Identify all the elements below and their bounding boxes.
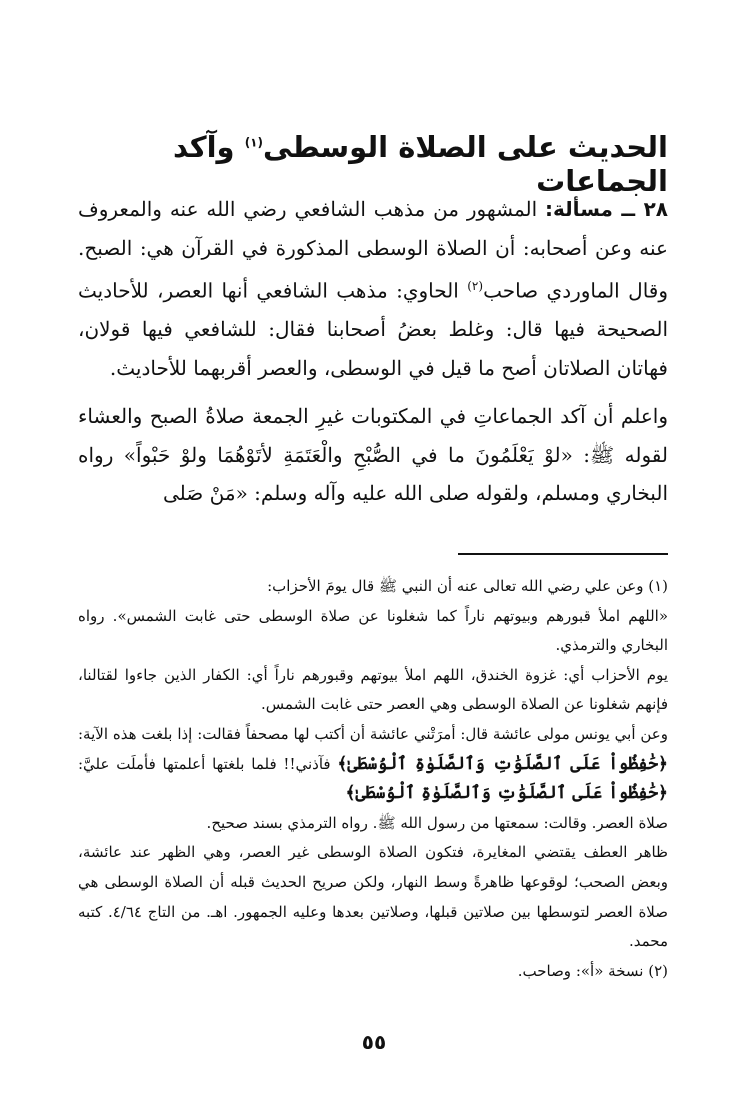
paragraph-text-continued: الحاوي: مذهب الشافعي أنها العصر، للأحاديث الصحيحة فيها قال: وغلط بعضُ أصحابنا فقال: للشافعي فيها قولان، فهاتان الصلاتان أصح ما قيل في الوسطى، والعصر أقربهما للأحاديث. <box>78 278 668 380</box>
footnote-number: (٢) <box>648 961 668 980</box>
narration-text: وعن أبي يونس مولى عائشة قال: أمرَتْني عائشة أن أكتب لها مصحفاً فقالت: إذا بلغت هذه الآية: <box>78 724 668 743</box>
footnote-1-explanation: يوم الأحزاب أي: غزوة الخندق، اللهم املأ بيوتهم وقبورهم ناراً أي: الكفار الذين جاءوا لقتالنا، فإنهم شغلونا عن الصلاة الوسطى وهي العصر حتى غابت الشمس. <box>78 665 668 714</box>
paragraph-issue-28 <box>78 190 668 387</box>
footnote-number: (١) <box>648 577 668 595</box>
footnotes <box>78 572 668 986</box>
page-number: ٥٥ <box>361 1030 387 1054</box>
footnote-marker-2[interactable]: (٢) <box>467 279 484 293</box>
paragraph-text: المشهور من مذهب الشافعي رضي الله عنه والمعروف عنه وعن أصحابه: أن الصلاة الوسطى المذكورة في القرآن هي: الصبح. وقال الماوردي صاحب <box>78 197 668 303</box>
quran-verse-repeat: ﴿حَٰفِظُواْ عَلَى ٱلصَّلَوَٰتِ وَٱلصَّلَوٰةِ ٱلْوُسْطَىٰ﴾ <box>345 783 668 804</box>
footnote-1-source: صلاة العصر. وقالت: سمعتها من رسول الله ﷺ. رواه الترمذي بسند صحيح. <box>206 813 668 832</box>
heading-footnote-marker[interactable]: (١) <box>244 135 263 150</box>
footnote-1-narration <box>78 720 668 809</box>
heading-text: الحديث على الصلاة الوسطى <box>262 130 668 164</box>
footnote-text: نسخة «أ»: وصاحب. <box>517 961 649 980</box>
footnote-1 <box>78 572 668 602</box>
footnote-separator <box>458 553 668 555</box>
section-heading <box>78 130 668 198</box>
narration-text-continued: فآذني!! فلما بلغتها أعلمتها فأملَت عليَّ: <box>78 754 338 773</box>
quran-verse: ﴿حَٰفِظُواْ عَلَى ٱلصَّلَوَٰتِ وَٱلصَّلَوٰةِ ٱلْوُسْطَىٰ﴾ <box>337 753 668 774</box>
footnote-text: وعن علي رضي الله تعالى عنه أن النبي ﷺ قال يومَ الأحزاب: <box>267 577 649 595</box>
heading-text-continued: وآكد الجماعات <box>173 130 668 198</box>
main-text <box>78 190 668 523</box>
footnote-1-hadith: «اللهم املأ قبورهم وبيوتهم ناراً كما شغلونا عن صلاة الوسطى حتى غابت الشمس». رواه البخاري والترمذي. <box>78 606 668 655</box>
paragraph-congregations: واعلم أن آكد الجماعاتِ في المكتوبات غيرِ الجمعة صلاةُ الصبح والعشاء لقوله ﷺ: «لوْ يَعْلَمُونَ ما في الصُّبْحِ والْعَتَمَةِ لأتَوْهُمَا ولوْ حَبْواً» رواه البخاري ومسلم، ولقوله صلى الله عليه وآله وسلم: «مَنْ صَلى <box>78 404 668 506</box>
footnote-1-commentary: ظاهر العطف يقتضي المغايرة، فتكون الصلاة الوسطى غير العصر، وهي الظهر عند عائشة، وبعض الصحب؛ لوقوعها ظاهرةً وسط النهار، ولكن صريح الحديث قبله أن الصلاة الوسطى هي صلاة العصر لتوسطها بين صلاتين قبلها، وصلاتين بعدها وعليه الجمهور. اهـ. من التاج ٤/٦٤. كتبه محمد. <box>78 843 668 951</box>
footnote-2 <box>78 957 668 987</box>
issue-number: ٢٨ ــ مسألة: <box>545 197 668 221</box>
